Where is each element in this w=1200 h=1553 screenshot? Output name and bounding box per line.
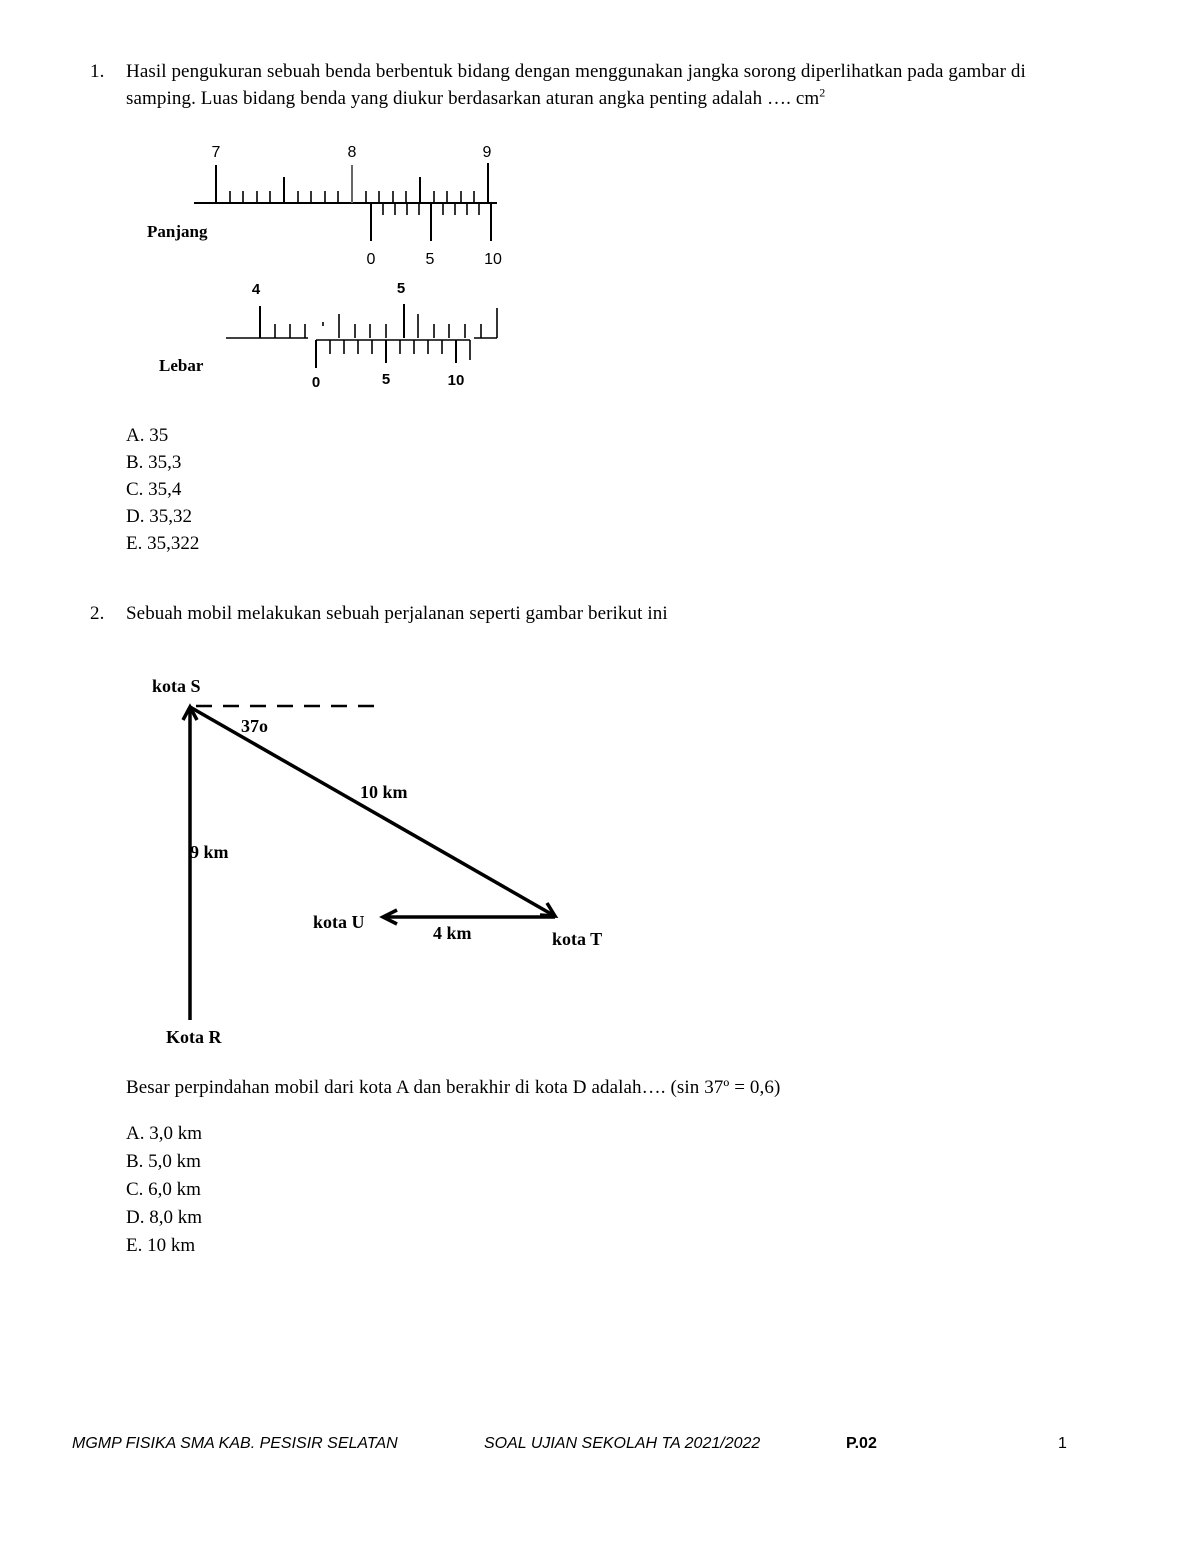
label-rs-distance: 9 km	[190, 842, 229, 862]
question-2-number: 2.	[90, 603, 105, 624]
footer-center: SOAL UJIAN SEKOLAH TA 2021/2022	[484, 1435, 761, 1452]
panjang-vernier-scale	[371, 203, 491, 241]
q2-option-a[interactable]: A. 3,0 km	[126, 1123, 202, 1144]
q1-option-e[interactable]: E. 35,322	[126, 533, 200, 554]
footer-code: P.02	[846, 1435, 877, 1452]
label-tu-distance: 4 km	[433, 923, 472, 943]
question-1-line-1: Hasil pengukuran sebuah benda berbentuk bidang dengan menggunakan jangka sorong diperlihatkan pada gambar di	[126, 61, 1026, 82]
panjang-main-label-7: 7	[211, 144, 221, 161]
question-2-text: Sebuah mobil melakukan sebuah perjalanan seperti gambar berikut ini	[126, 603, 668, 624]
lebar-vernier-label-0: 0	[311, 374, 321, 391]
question-1-options	[126, 422, 199, 557]
q2-option-c[interactable]: C. 6,0 km	[126, 1179, 201, 1200]
label-kota-t: kota T	[552, 929, 603, 949]
lebar-vernier-scale	[316, 340, 470, 368]
lebar-label: Lebar	[159, 356, 204, 375]
label-st-distance: 10 km	[360, 782, 408, 802]
q1-option-b[interactable]: B. 35,3	[126, 452, 182, 473]
caliper-figure	[130, 135, 530, 400]
q1-option-d[interactable]: D. 35,32	[126, 506, 192, 527]
panjang-vernier-label-5: 5	[425, 251, 435, 268]
question-2-prompt: Besar perpindahan mobil dari kota A dan berakhir di kota D adalah…. (sin 37º = 0,6)	[126, 1077, 781, 1098]
q2-option-b[interactable]: B. 5,0 km	[126, 1151, 201, 1172]
vector-s-to-t	[190, 707, 553, 915]
lebar-main-scale	[226, 304, 497, 338]
panjang-vernier-label-0: 0	[366, 251, 376, 268]
label-kota-u: kota U	[313, 912, 365, 932]
panjang-main-label-8: 8	[347, 144, 357, 161]
label-kota-r: Kota R	[166, 1027, 222, 1047]
q1-option-c[interactable]: C. 35,4	[126, 479, 182, 500]
panjang-label: Panjang	[147, 222, 208, 241]
label-kota-s: kota S	[152, 676, 201, 696]
lebar-vernier-label-10: 10	[447, 372, 465, 389]
lebar-main-label-5: 5	[396, 280, 406, 297]
question-1-number: 1.	[90, 61, 105, 82]
lebar-main-label-4: 4	[251, 281, 261, 298]
lebar-vernier-label-5: 5	[381, 371, 391, 388]
footer-left: MGMP FISIKA SMA KAB. PESISIR SELATAN	[72, 1435, 398, 1452]
label-angle: 37o	[241, 716, 268, 736]
q2-option-d[interactable]: D. 8,0 km	[126, 1207, 202, 1228]
panjang-main-scale	[194, 163, 497, 203]
q1-option-a[interactable]: A. 35	[126, 425, 169, 446]
question-1-line-2: samping. Luas bidang benda yang diukur berdasarkan aturan angka penting adalah …. $cm^2$	[126, 85, 826, 109]
q2-option-e[interactable]: E. 10 km	[126, 1235, 196, 1256]
question-2-options	[126, 1120, 202, 1260]
footer-page-number: 1	[1058, 1435, 1067, 1452]
question-1-text	[126, 58, 1026, 112]
panjang-main-label-9: 9	[482, 144, 492, 161]
unit-superscript: 2	[819, 85, 826, 100]
panjang-vernier-label-10: 10	[484, 251, 502, 268]
